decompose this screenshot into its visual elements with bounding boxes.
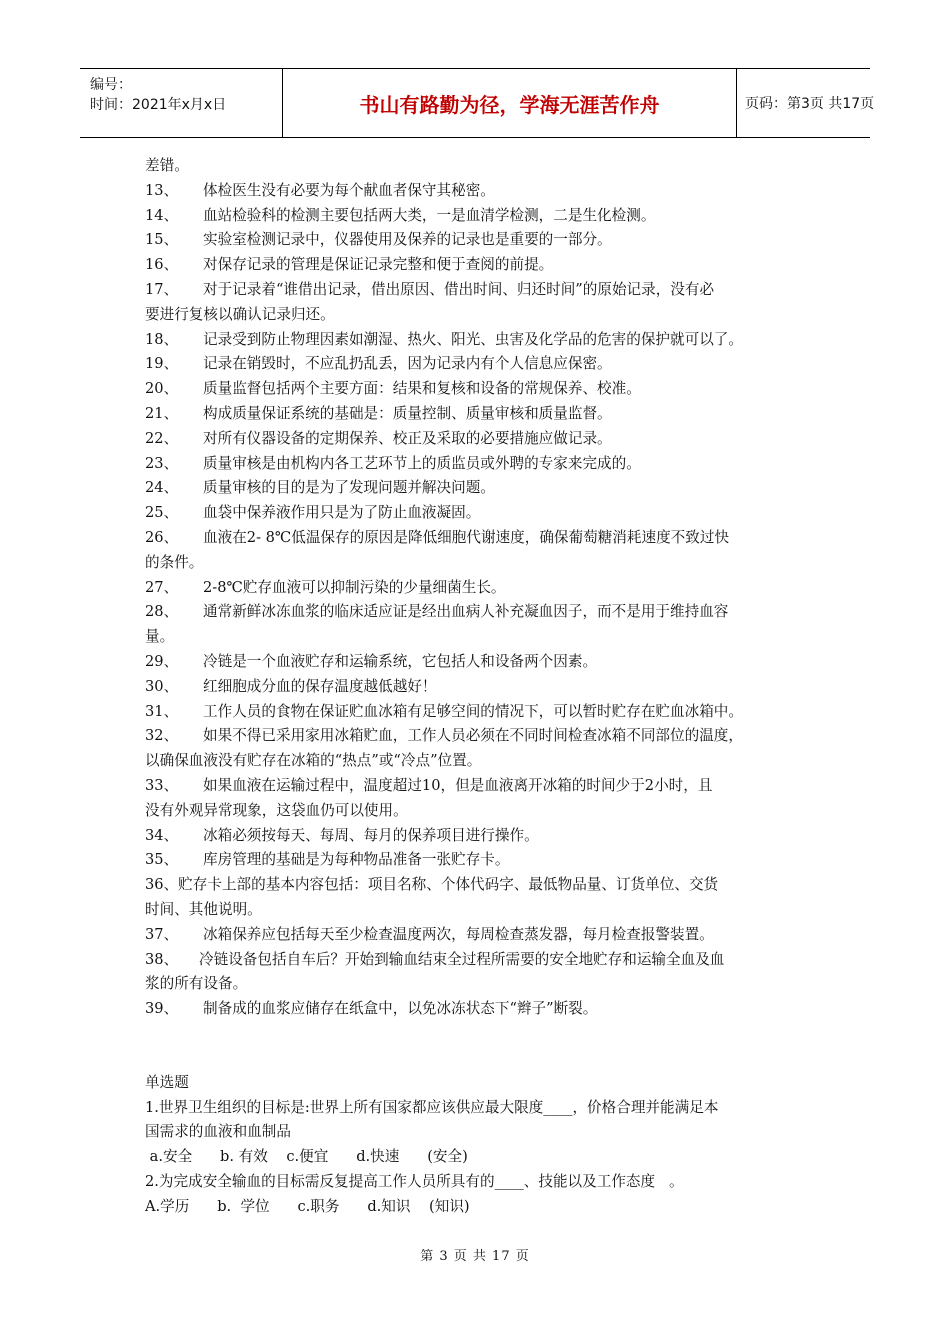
item-19	[145, 352, 825, 377]
item-31	[145, 700, 825, 725]
item-number: 37、	[145, 925, 179, 943]
item-text: 如果血液在运输过程中，温度超过10，但是血液离开冰箱的时间少于2小时，且	[203, 776, 713, 794]
item-28	[145, 600, 825, 625]
item-18	[145, 328, 825, 353]
item-text: 记录在销毁时，不应乱扔乱丢，因为记录内有个人信息应保密。	[203, 355, 612, 373]
item-number: 27、	[145, 578, 179, 596]
item-36: 36、贮存卡上部的基本内容包括：项目名称、个体代码字、最低物品量、订货单位、交货	[145, 876, 719, 894]
text-line: 以确保血液没有贮存在冰箱的“热点”或“冷点”位置。	[145, 752, 482, 770]
item-13	[145, 179, 825, 204]
item-number: 35、	[145, 851, 179, 869]
item-number: 34、	[145, 826, 179, 844]
item-number: 30、	[145, 677, 179, 695]
section-heading: 单选题	[145, 1073, 189, 1091]
text-line: 量。	[145, 628, 175, 646]
item-text: 血液在2- 8℃低温保存的原因是降低细胞代谢速度，确保葡萄糖消耗速度不致过快	[203, 528, 730, 546]
item-number: 22、	[145, 429, 179, 447]
header-biaohao: 编号：	[90, 77, 132, 93]
text-line: 的条件。	[145, 553, 204, 571]
header-meta	[80, 69, 283, 137]
item-text: 制备成的血浆应储存在纸盒中，以免冰冻状态下“辫子”断裂。	[203, 1000, 598, 1018]
item-text: 质量审核是由机构内各工艺环节上的质监员或外聘的专家来完成的。	[203, 454, 641, 472]
item-34	[145, 824, 825, 849]
page-footer: 第 3 页 共 17 页	[420, 1249, 530, 1264]
item-text: 冷链设备包括自车后？开始到输血结束全过程所需要的安全地贮存和运输全血及血	[199, 950, 725, 968]
item-17	[145, 278, 825, 303]
item-text: 对所有仪器设备的定期保养、校正及采取的必要措施应做记录。	[203, 429, 612, 447]
item-text: 冰箱保养应包括每天至少检查温度两次，每周检查蒸发器，每月检查报警装置。	[203, 925, 714, 943]
item-number: 28、	[145, 603, 179, 621]
item-25	[145, 501, 825, 526]
item-number: 25、	[145, 504, 179, 522]
item-text: 对保存记录的管理是保证记录完整和便于查阅的前提。	[203, 256, 554, 274]
item-text: 对于记录着“谁借出记录，借出原因、借出时间、归还时间”的原始记录，没有必	[203, 280, 715, 298]
text-line: 国需求的血液和血制品	[145, 1123, 291, 1141]
item-32	[145, 724, 825, 749]
item-number: 24、	[145, 479, 179, 497]
item-number: 29、	[145, 652, 179, 670]
item-15	[145, 228, 825, 253]
item-number: 13、	[145, 181, 179, 199]
document-body	[145, 154, 825, 1220]
item-number: 16、	[145, 256, 179, 274]
item-number: 32、	[145, 727, 179, 745]
text-line: 没有外观异常现象，这袋血仍可以使用。	[145, 801, 408, 819]
item-35	[145, 848, 825, 873]
text-line: 浆的所有设备。	[145, 975, 248, 993]
item-37	[145, 923, 825, 948]
item-text: 记录受到防止物理因素如潮湿、热火、阳光、虫害及化学品的危害的保护就可以了。	[203, 330, 743, 348]
item-text: 构成质量保证系统的基础是：质量控制、质量审核和质量监督。	[203, 404, 612, 422]
item-text: 2-8℃贮存血液可以抑制污染的少量细菌生长。	[203, 578, 506, 596]
item-30	[145, 675, 825, 700]
item-number: 18、	[145, 330, 179, 348]
item-number: 15、	[145, 231, 179, 249]
item-text: 工作人员的食物在保证贮血冰箱有足够空间的情况下，可以暂时贮存在贮血冰箱中。	[203, 702, 743, 720]
page-header	[80, 68, 875, 138]
item-text: 质量审核的目的是为了发现问题并解决问题。	[203, 479, 495, 497]
question-1: 1.世界卫生组织的目标是:世界上所有国家都应该供应最大限度____，价格合理并能满足本	[145, 1098, 719, 1116]
question-1-options: a.安全 b. 有效 c.便宜 d.快速 (安全)	[145, 1148, 468, 1166]
item-number: 23、	[145, 454, 179, 472]
header-time: 时间：2021年x月x日	[90, 97, 227, 113]
item-text: 质量监督包括两个主要方面：结果和复核和设备的常规保养、校准。	[203, 380, 641, 398]
item-29	[145, 650, 825, 675]
item-22	[145, 427, 825, 452]
item-text: 冰箱必须按每天、每周、每月的保养项目进行操作。	[203, 826, 539, 844]
item-text: 体检医生没有必要为每个献血者保守其秘密。	[203, 181, 495, 199]
item-38	[145, 948, 825, 973]
item-text: 如果不得已采用家用冰箱贮血，工作人员必须在不同时间检查冰箱不同部位的温度，	[203, 727, 743, 745]
header-page: 页码：第3页 共17页	[745, 96, 875, 112]
item-number: 31、	[145, 702, 179, 720]
item-text: 红细胞成分血的保存温度越低越好！	[203, 677, 437, 695]
text-line: 时间、其他说明。	[145, 900, 262, 918]
item-text: 血袋中保养液作用只是为了防止血液凝固。	[203, 504, 481, 522]
question-2-options: A.学历 b. 学位 c.职务 d.知识 (知识)	[145, 1197, 470, 1215]
item-26	[145, 526, 825, 551]
header-motto: 书山有路勤为径，学海无涯苦作舟	[283, 69, 737, 137]
item-24	[145, 476, 825, 501]
item-number: 17、	[145, 280, 179, 298]
item-23	[145, 452, 825, 477]
item-20	[145, 377, 825, 402]
item-21	[145, 402, 825, 427]
item-number: 38、	[145, 950, 179, 968]
item-33	[145, 774, 825, 799]
spacer	[145, 1022, 825, 1071]
item-number: 33、	[145, 776, 179, 794]
item-text: 冷链是一个血液贮存和运输系统，它包括人和设备两个因素。	[203, 652, 598, 670]
item-text: 实验室检测记录中，仪器使用及保养的记录也是重要的一部分。	[203, 231, 612, 249]
item-number: 21、	[145, 404, 179, 422]
text-line: 差错。	[145, 157, 189, 174]
item-text: 库房管理的基础是为每种物品准备一张贮存卡。	[203, 851, 510, 869]
item-39	[145, 997, 825, 1022]
item-number: 20、	[145, 380, 179, 398]
item-number: 26、	[145, 528, 179, 546]
text-line: 要进行复核以确认记录归还。	[145, 305, 335, 323]
item-number: 14、	[145, 206, 179, 224]
item-number: 39、	[145, 1000, 179, 1018]
item-number: 19、	[145, 355, 179, 373]
item-14	[145, 204, 825, 229]
question-2: 2.为完成安全输血的目标需反复提高工作人员所具有的____、技能以及工作态度 。	[145, 1173, 684, 1191]
item-text: 血站检验科的检测主要包括两大类，一是血清学检测，二是生化检测。	[203, 206, 656, 224]
item-27	[145, 576, 825, 601]
item-16	[145, 253, 825, 278]
item-text: 通常新鲜冰冻血浆的临床适应证是经出血病人补充凝血因子，而不是用于维持血容	[203, 603, 729, 621]
